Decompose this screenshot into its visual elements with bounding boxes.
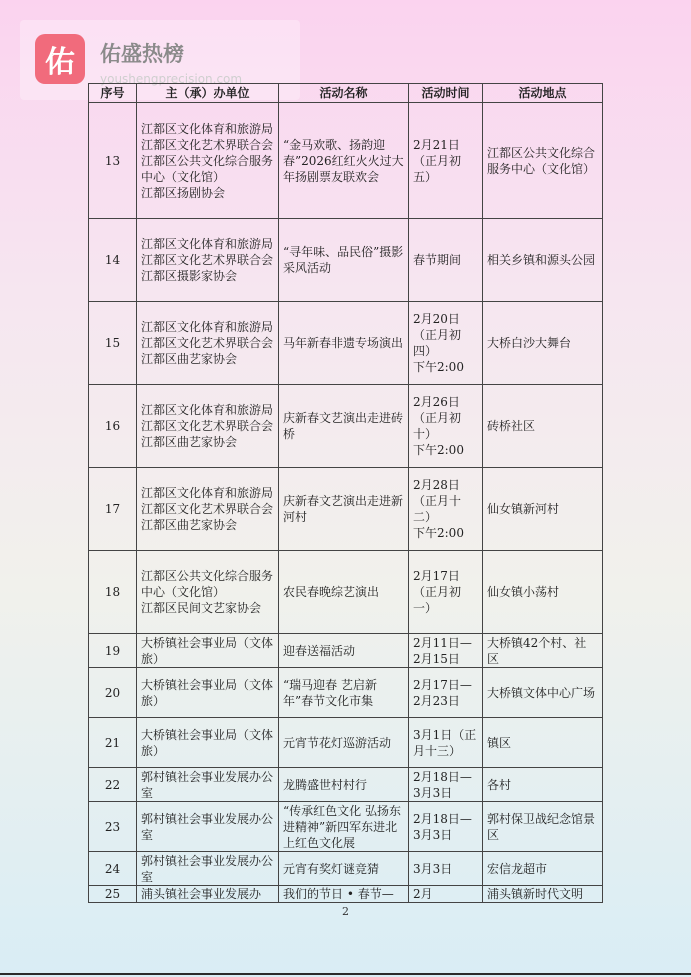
header-no: 序号 <box>89 84 137 103</box>
row-activity-place: 仙女镇新河村 <box>483 468 603 551</box>
activity-table <box>88 83 603 903</box>
table-row <box>89 886 603 903</box>
row-no: 14 <box>89 219 137 302</box>
row-no: 20 <box>89 668 137 718</box>
row-no: 13 <box>89 103 137 219</box>
table-row <box>89 302 603 385</box>
row-no: 18 <box>89 551 137 634</box>
row-activity-place: 大桥镇42个村、社区 <box>483 634 603 668</box>
page-number: 2 <box>342 905 349 918</box>
table-row <box>89 852 603 886</box>
row-activity-name: “瑞马迎春 艺启新年”春节文化市集 <box>279 668 409 718</box>
row-organizer: 江都区文化体育和旅游局 江都区文化艺术界联合会 江都区公共文化综合服务中心（文化馆） 江都区扬剧协会 <box>137 103 279 219</box>
row-activity-name: “金马欢歌、扬韵迎春”2026红红火火过大年扬剧票友联欢会 <box>279 103 409 219</box>
row-activity-time: 2月17日—2月23日 <box>409 668 483 718</box>
row-organizer: 江都区文化体育和旅游局 江都区文化艺术界联合会 江都区曲艺家协会 <box>137 468 279 551</box>
row-activity-place: 镇区 <box>483 718 603 768</box>
header-activity-place: 活动地点 <box>483 84 603 103</box>
row-activity-place: 相关乡镇和源头公园 <box>483 219 603 302</box>
header-organizer: 主（承）办单位 <box>137 84 279 103</box>
row-activity-time: 2月11日—2月15日 <box>409 634 483 668</box>
row-organizer: 浦头镇社会事业发展办 <box>137 886 279 903</box>
watermark-logo-icon: 佑 <box>35 34 85 84</box>
row-activity-name: 我们的节日 • 春节— <box>279 886 409 903</box>
row-organizer: 郭村镇社会事业发展办公室 <box>137 852 279 886</box>
row-activity-place: 宏信龙超市 <box>483 852 603 886</box>
row-activity-place: 砖桥社区 <box>483 385 603 468</box>
row-activity-time: 2月 <box>409 886 483 903</box>
row-activity-place: 仙女镇小荡村 <box>483 551 603 634</box>
header-activity-name: 活动名称 <box>279 84 409 103</box>
row-no: 15 <box>89 302 137 385</box>
row-activity-place: 江都区公共文化综合服务中心（文化馆） <box>483 103 603 219</box>
table-header-row <box>89 84 603 103</box>
row-organizer: 大桥镇社会事业局（文体旅） <box>137 634 279 668</box>
row-activity-place: 大桥镇文体中心广场 <box>483 668 603 718</box>
row-organizer: 大桥镇社会事业局（文体旅） <box>137 718 279 768</box>
row-activity-place: 浦头镇新时代文明 <box>483 886 603 903</box>
table-row <box>89 802 603 852</box>
watermark-name: 佑盛热榜 <box>100 42 184 66</box>
table-row <box>89 103 603 219</box>
row-activity-time: 3月1日（正月十三） <box>409 718 483 768</box>
row-no: 16 <box>89 385 137 468</box>
table-row <box>89 634 603 668</box>
row-activity-name: 元宵有奖灯谜竞猜 <box>279 852 409 886</box>
row-activity-time: 2月18日—3月3日 <box>409 802 483 852</box>
row-no: 23 <box>89 802 137 852</box>
row-no: 24 <box>89 852 137 886</box>
row-activity-time: 2月21日（正月初五） <box>409 103 483 219</box>
row-activity-time: 2月28日（正月十二） 下午2:00 <box>409 468 483 551</box>
row-activity-time: 2月17日（正月初一） <box>409 551 483 634</box>
row-activity-place: 各村 <box>483 768 603 802</box>
table-row <box>89 668 603 718</box>
watermark-url: youshengprecision.com <box>100 72 243 86</box>
row-organizer: 江都区文化体育和旅游局 江都区文化艺术界联合会 江都区摄影家协会 <box>137 219 279 302</box>
row-activity-time: 2月26日（正月初十） 下午2:00 <box>409 385 483 468</box>
row-activity-time: 2月18日—3月3日 <box>409 768 483 802</box>
row-activity-name: 庆新春文艺演出走进新河村 <box>279 468 409 551</box>
table-row <box>89 468 603 551</box>
table-row <box>89 551 603 634</box>
row-no: 22 <box>89 768 137 802</box>
row-organizer: 大桥镇社会事业局（文体旅） <box>137 668 279 718</box>
row-activity-name: 庆新春文艺演出走进砖桥 <box>279 385 409 468</box>
row-activity-name: 农民春晚综艺演出 <box>279 551 409 634</box>
bottom-divider <box>0 973 691 975</box>
row-organizer: 江都区文化体育和旅游局 江都区文化艺术界联合会 江都区曲艺家协会 <box>137 385 279 468</box>
row-no: 25 <box>89 886 137 903</box>
row-activity-name: 马年新春非遗专场演出 <box>279 302 409 385</box>
header-activity-time: 活动时间 <box>409 84 483 103</box>
row-activity-time: 3月3日 <box>409 852 483 886</box>
table-row <box>89 718 603 768</box>
row-activity-name: 迎春送福活动 <box>279 634 409 668</box>
row-organizer: 江都区文化体育和旅游局 江都区文化艺术界联合会 江都区曲艺家协会 <box>137 302 279 385</box>
row-activity-name: “传承红色文化 弘扬东进精神”新四军东进北上红色文化展 <box>279 802 409 852</box>
row-activity-name: 龙腾盛世村村行 <box>279 768 409 802</box>
row-organizer: 郭村镇社会事业发展办公室 <box>137 802 279 852</box>
row-no: 17 <box>89 468 137 551</box>
row-no: 19 <box>89 634 137 668</box>
row-activity-name: “寻年味、品民俗”摄影采风活动 <box>279 219 409 302</box>
row-organizer: 江都区公共文化综合服务中心（文化馆） 江都区民间文艺家协会 <box>137 551 279 634</box>
row-organizer: 郭村镇社会事业发展办公室 <box>137 768 279 802</box>
row-activity-name: 元宵节花灯巡游活动 <box>279 718 409 768</box>
row-no: 21 <box>89 718 137 768</box>
row-activity-place: 大桥白沙大舞台 <box>483 302 603 385</box>
table-row <box>89 219 603 302</box>
row-activity-time: 2月20日（正月初四） 下午2:00 <box>409 302 483 385</box>
table-row <box>89 385 603 468</box>
row-activity-time: 春节期间 <box>409 219 483 302</box>
row-activity-place: 郭村保卫战纪念馆景区 <box>483 802 603 852</box>
table-row <box>89 768 603 802</box>
